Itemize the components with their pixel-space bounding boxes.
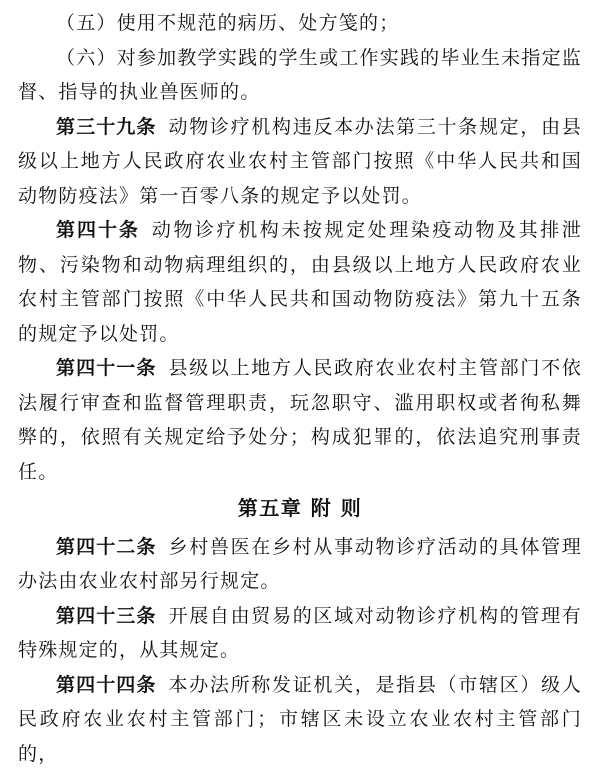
article-39-text: 动物诊疗机构违反本办法第三十条规定，由县级以上地方人民政府农业农村主管部门按照《中华人民共和国动物防疫法》第一百零八条的规定予以处罚。 xyxy=(18,115,582,207)
article-42-heading: 第四十二条 xyxy=(56,535,157,558)
article-42-text: 乡村兽医在乡村从事动物诊疗活动的具体管理办法由农业农村部另行规定。 xyxy=(18,535,582,592)
article-40-text: 动物诊疗机构未按规定处理染疫动物及其排泄物、污染物和动物病理组织的，由县级以上地方人民政府农业农村主管部门按照《中华人民共和国动物防疫法》第九十五条的规定予以处罚。 xyxy=(18,219,582,345)
article-41-heading: 第四十一条 xyxy=(56,357,157,379)
article-44-heading: 第四十四条 xyxy=(56,673,157,696)
article-44-text: 本办法所称发证机关，是指县（市辖区）级人民政府农业农村主管部门；市辖区未设立农业农村主管部门的， xyxy=(18,673,582,765)
article-41-text: 县级以上地方人民政府农业农村主管部门不依法履行审查和监督管理职责，玩忽职守、滥用职权或者徇私舞弊的，依照有关规定给予处分；构成犯罪的，依法追究刑事责任。 xyxy=(18,357,582,483)
article-42 xyxy=(18,530,582,599)
article-40-heading: 第四十条 xyxy=(56,219,140,241)
article-43-heading: 第四十三条 xyxy=(56,604,157,627)
article-44 xyxy=(18,668,582,772)
item-5: （五）使用不规范的病历、处方笺的； xyxy=(56,12,400,34)
chapter-title: 第五章 附 则 xyxy=(237,496,363,520)
article-43 xyxy=(18,599,582,668)
article-39 xyxy=(18,110,582,214)
article-41 xyxy=(18,351,582,489)
article-39-heading: 第三十九条 xyxy=(56,115,157,138)
item-6: （六）对参加教学实践的学生或工作实践的毕业生未指定监督、指导的执业兽医师的。 xyxy=(18,46,582,103)
article-40 xyxy=(18,213,582,351)
article-43-text: 开展自由贸易的区域对动物诊疗机构的管理有特殊规定的，从其规定。 xyxy=(18,604,582,661)
